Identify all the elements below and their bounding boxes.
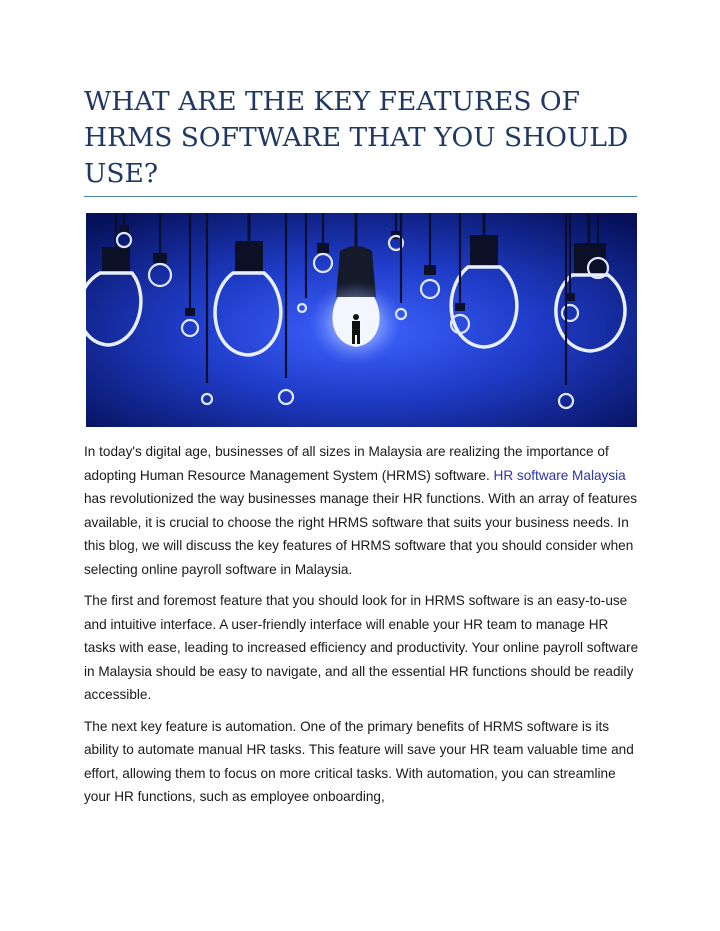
paragraph-intro (84, 440, 640, 581)
article-body (84, 440, 640, 817)
hero-image (86, 213, 637, 427)
paragraph-interface: The first and foremost feature that you should look for in HRMS software is an easy-to-use and intuitive interface. A user-friendly interface will enable your HR team to manage HR tasks with ease, leading to increased efficiency and productivity. Your online payroll software in Malaysia should be easy to navigate, and all the essential HR functions should be readily accessible. (84, 593, 639, 702)
title-divider (84, 196, 637, 197)
paragraph-intro-lead: In today's digital age, businesses of all sizes in Malaysia are realizing the importance of adopting Human Resource Management System (HRMS) software. (84, 444, 609, 483)
page-title: WHAT ARE THE KEY FEATURES OF HRMS SOFTWARE THAT YOU SHOULD USE? (84, 86, 629, 189)
paragraph-automation: The next key feature is automation. One of the primary benefits of HRMS software is its ability to automate manual HR tasks. This feature will save your HR team valuable time and effort, allowing them to focus on more critical tasks. With automation, you can streamline your HR functions, such as employee onboarding, (84, 718, 634, 804)
paragraph-intro-rest: has revolutionized the way businesses manage their HR functions. With an array of features available, it is crucial to choose the right HRMS software that suits your business needs. In this blog, we will discuss the key features of HRMS software that you should consider when selecting online payroll software in Malaysia. (84, 491, 638, 577)
hr-software-malaysia-link[interactable]: HR software Malaysia (493, 467, 626, 483)
